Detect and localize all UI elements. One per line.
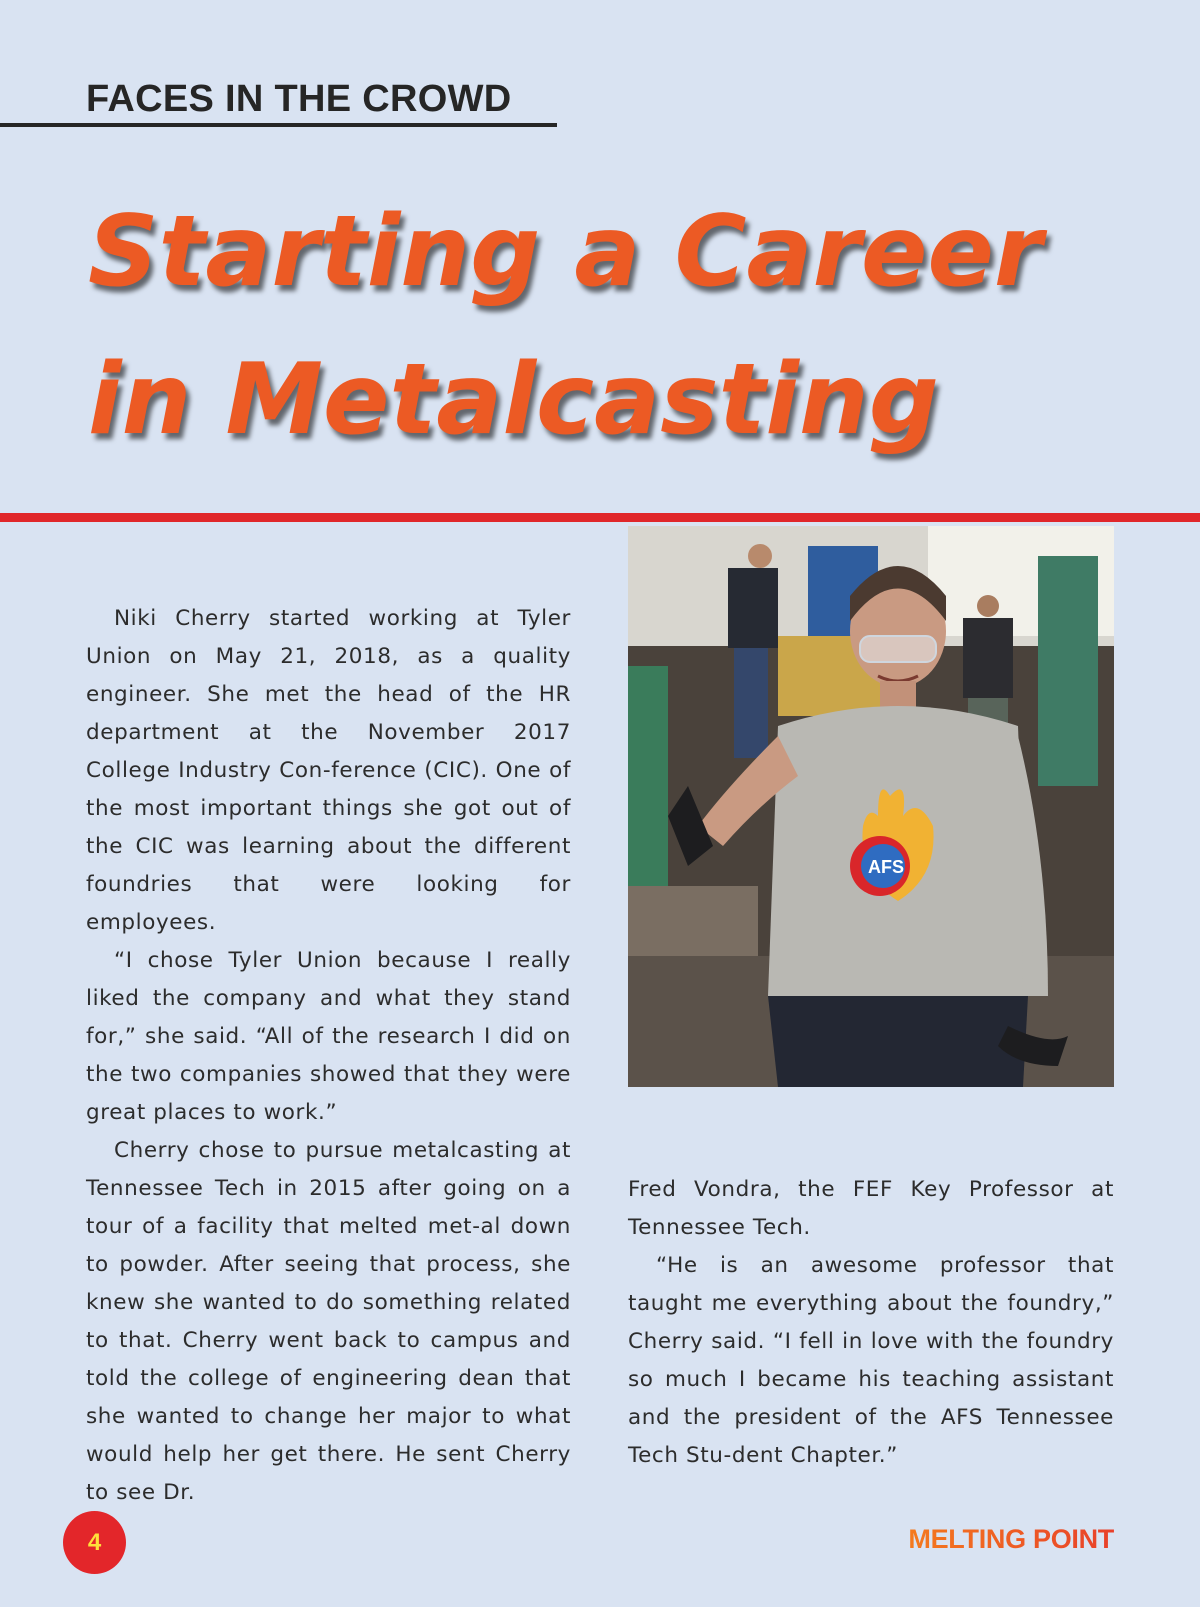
paragraph-5: “He is an awesome professor that taught me everything about the foundry,” Cherry said. “I fell in love with the foundry so much I became his teaching assistant and the president of the AFS Tennessee Tech Stu-dent Chapter.” — [628, 1253, 1114, 1468]
paragraph-2: “I chose Tyler Union because I really liked the company and what they stand for,” she said. “All of the research I did on the two companies showed that they were great places to work.” — [86, 948, 571, 1125]
page-number: 4 — [87, 1528, 102, 1556]
section-label: FACES IN THE CROWD — [86, 78, 512, 120]
section-underline — [0, 123, 557, 127]
article-left-column — [86, 600, 571, 1512]
shirt-logo-text: AFS — [868, 857, 904, 877]
headline-line-1: Starting a Career — [88, 195, 1043, 309]
publication-name: MELTING POINT — [908, 1524, 1114, 1554]
headline-line-2: in Metalcasting — [88, 343, 939, 457]
paragraph-1: Niki Cherry started working at Tyler Union on May 21, 2018, as a quality engineer. She met the head of the HR department at the November 2017 College Industry Con-ference (CIC). One of the most important things she got out of the CIC was learning about the different foundries that were looking for employees. — [86, 606, 571, 935]
article-photo — [628, 526, 1114, 1087]
paragraph-3: Cherry chose to pursue metalcasting at Tennessee Tech in 2015 after going on a tour of a facility that melted met-al down to powder. After seeing that process, she knew she wanted to do something related to that. Cherry went back to campus and told the college of engineering dean that she wanted to change her major to what would help her get there. He sent Cherry to see Dr. — [86, 1138, 571, 1505]
page-number-badge — [63, 1511, 126, 1574]
article-right-column — [628, 1171, 1114, 1475]
paragraph-4: Fred Vondra, the FEF Key Professor at Tennessee Tech. — [628, 1177, 1114, 1240]
headline — [88, 178, 1188, 474]
divider-rule — [0, 513, 1200, 522]
